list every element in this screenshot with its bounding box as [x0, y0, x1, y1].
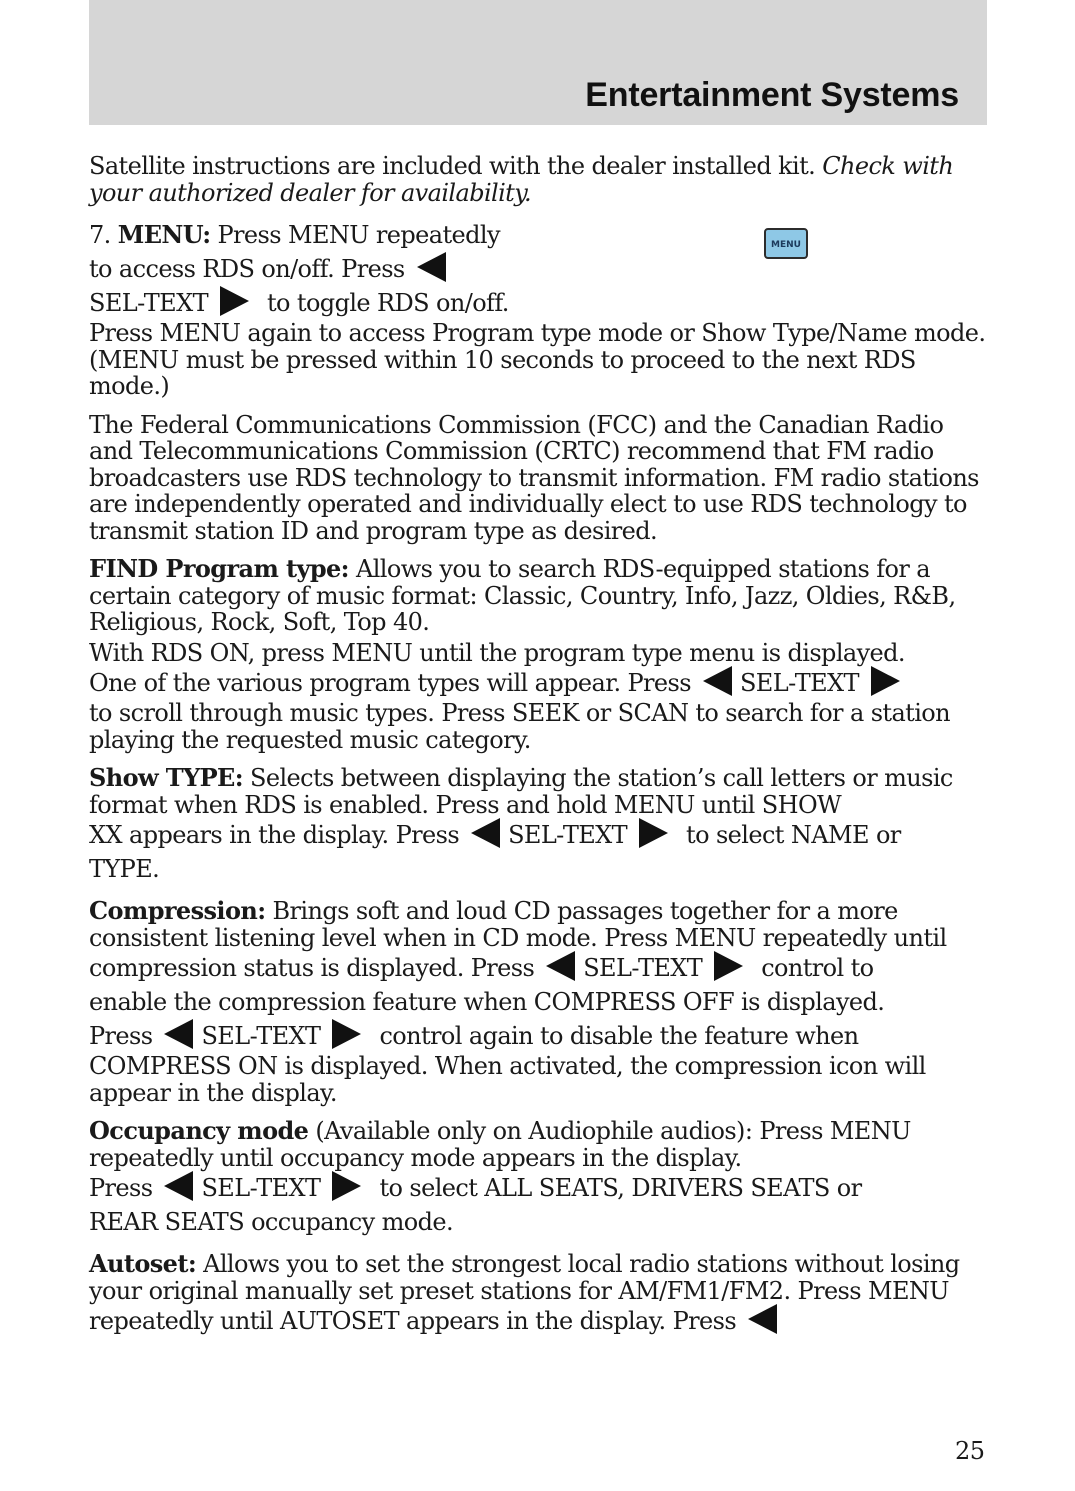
compression-line-a-text: compression status is displayed. Press [89, 954, 535, 982]
compression-line-b-text: control to [761, 954, 874, 982]
right-arrow-icon [714, 951, 743, 981]
find-program-type-paragraph [89, 556, 989, 636]
occupancy-paragraph [89, 1118, 989, 1239]
left-arrow-icon [471, 818, 500, 848]
section-title: Entertainment Systems [585, 76, 959, 114]
compression-line-a [89, 951, 989, 985]
find-text: Allows you to search RDS-equipped stations for a certain category of music format: Classic, Country, Info, Jazz, Oldies, R&B, Religious, Rock, Soft, Top 40. [89, 555, 956, 636]
menu-rds-paragraph: Press MENU again to access Program type mode or Show Type/Name mode. (MENU must be pressed within 10 seconds to proceed to the next RDS mode.) [89, 319, 986, 400]
menu-line-3-text: to toggle RDS on/off. [266, 289, 509, 317]
find-rds-line: With RDS ON, press MENU until the program type menu is displayed. [89, 638, 905, 667]
autoset-paragraph [89, 1251, 989, 1335]
menu-sel-text: SEL-TEXT [89, 289, 208, 317]
menu-line-2-text: to access RDS on/off. Press [89, 255, 405, 283]
compression-line-c: enable the compression feature when COMPRESS OFF is displayed. [89, 988, 885, 1016]
menu-line-1 [89, 218, 989, 252]
left-arrow-icon [703, 666, 732, 696]
compression-line-f: COMPRESS ON is displayed. When activated, the compression icon will appear in the display. [89, 1052, 926, 1107]
page-number: 25 [955, 1437, 985, 1465]
left-arrow-icon [748, 1304, 777, 1334]
menu-line-1-text: Press MENU repeatedly [210, 221, 500, 249]
occupancy-line-a [89, 1171, 989, 1205]
left-arrow-icon [546, 951, 575, 981]
left-arrow-icon [164, 1171, 193, 1201]
find-label: FIND Program type: [89, 554, 349, 583]
menu-item-number: 7. [89, 221, 118, 249]
intro-italic-text: Check with your authorized dealer for availability. [89, 152, 954, 207]
page-content [89, 153, 989, 1347]
show-line-a [89, 818, 989, 852]
menu-line-3 [89, 286, 989, 320]
right-arrow-icon [220, 286, 249, 316]
right-arrow-icon [332, 1171, 361, 1201]
compression-text: Brings soft and loud CD passages together for a more consistent listening level when in CD mode. Press MENU repeatedly until [89, 897, 947, 952]
menu-label: MENU: [117, 220, 211, 249]
compression-label: Compression: [89, 896, 266, 925]
compression-press-text: Press [89, 1022, 153, 1050]
find-instructions [89, 666, 989, 753]
sel-text-label: SEL-TEXT [583, 954, 703, 982]
show-type-text: Selects between displaying the station’s call letters or music format when RDS is enabled. Press and hold MENU until SHOW [89, 764, 953, 819]
compression-line-d [89, 1019, 989, 1053]
right-arrow-icon [871, 666, 900, 696]
fcc-paragraph: The Federal Communications Commission (FCC) and the Canadian Radio and Telecommunications Commission (CRTC) recommend that FM radio broadcasters use RDS technology to transmit information. FM radio stations are independently operated and individually elect to use RDS technology to transmit station ID and program type as desired. [89, 410, 979, 545]
compression-line-e-text: control again to disable the feature when [379, 1022, 859, 1050]
sel-text-label: SEL-TEXT [508, 821, 628, 849]
page-header [89, 0, 987, 125]
show-type-paragraph [89, 765, 989, 886]
menu-button-icon: MENU [764, 228, 808, 259]
right-arrow-icon [332, 1019, 361, 1049]
intro-paragraph [89, 153, 989, 206]
left-arrow-icon [417, 252, 446, 282]
show-line-c: TYPE. [89, 855, 160, 883]
compression-paragraph [89, 898, 989, 1106]
autoset-text: Allows you to set the strongest local radio stations without losing your original manually set preset stations for AM/FM1/FM2. Press MENU repeatedly until AUTOSET appears in the display. Press [89, 1250, 960, 1335]
find-line-a [89, 666, 989, 700]
occupancy-line-c: REAR SEATS occupancy mode. [89, 1208, 454, 1236]
autoset-label: Autoset: [89, 1249, 197, 1278]
sel-text-label: SEL-TEXT [201, 1022, 321, 1050]
show-line-b-text: to select NAME or [686, 821, 901, 849]
occupancy-line-b-text: to select ALL SEATS, DRIVERS SEATS or [379, 1174, 862, 1202]
intro-text: Satellite instructions are included with the dealer installed kit. [89, 152, 823, 180]
left-arrow-icon [164, 1019, 193, 1049]
find-line-b: to scroll through music types. Press SEEK or SCAN to search for a station playing the requested music category. [89, 699, 950, 754]
occupancy-text: (Available only on Audiophile audios): Press MENU repeatedly until occupancy mode appears in the display. [89, 1117, 911, 1172]
menu-paragraph [89, 218, 989, 320]
right-arrow-icon [639, 818, 668, 848]
sel-text-label: SEL-TEXT [739, 669, 859, 697]
sel-text-label: SEL-TEXT [201, 1174, 321, 1202]
menu-line-2 [89, 252, 989, 286]
occupancy-label: Occupancy mode [89, 1116, 309, 1145]
occupancy-press-text: Press [89, 1174, 153, 1202]
show-type-label: Show TYPE: [89, 763, 243, 792]
show-line-a-text: XX appears in the display. Press [89, 821, 460, 849]
find-line-a-text: One of the various program types will appear. Press [89, 669, 691, 697]
